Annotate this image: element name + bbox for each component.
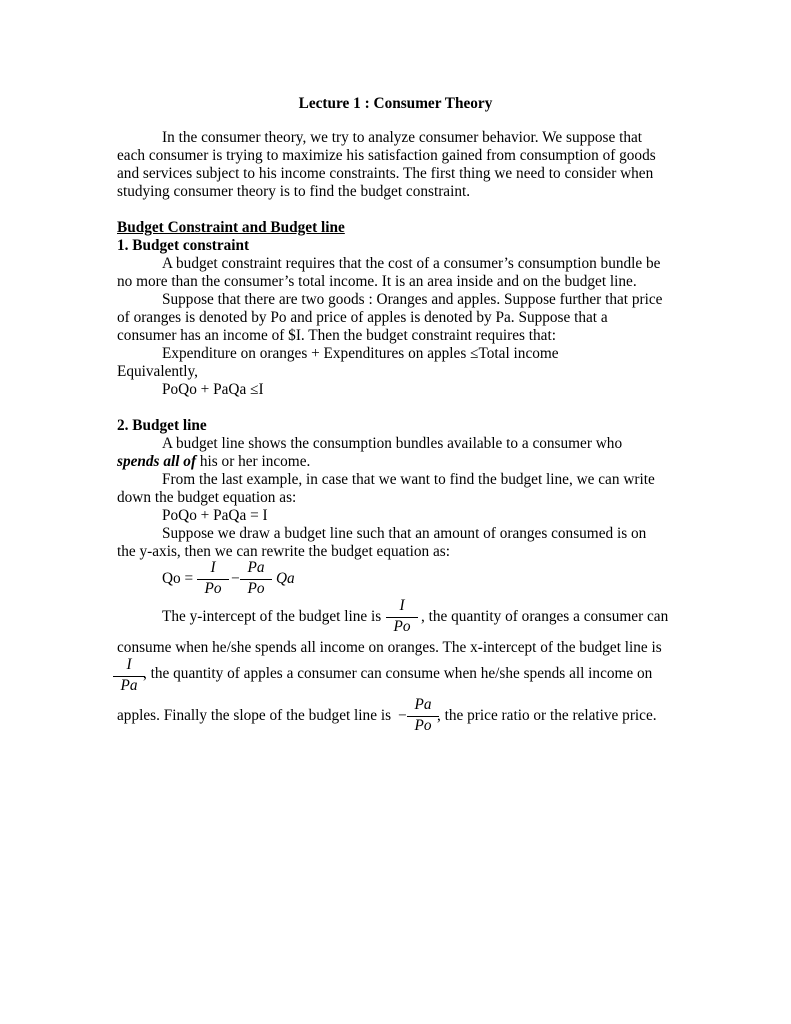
paragraph-line: From the last example, in case that we want to find the budget line, we can write — [162, 471, 655, 488]
fraction-numerator: I — [399, 597, 405, 614]
paragraph-line: A budget constraint requires that the cost of a consumer’s consumption bundle be — [162, 255, 661, 272]
fraction-numerator: I — [210, 559, 216, 576]
fraction-numerator: Pa — [414, 696, 432, 713]
paragraph-line: the y-axis, then we can rewrite the budget equation as: — [117, 543, 451, 560]
section-heading: Budget Constraint and Budget line — [117, 219, 345, 236]
y-intercept-text: The y-intercept of the budget line is — [162, 608, 382, 625]
paragraph-line: Suppose we draw a budget line such that an amount of oranges consumed is on — [162, 525, 647, 542]
minus-sign: − — [398, 707, 407, 724]
intro-line-3: and services subject to his income constraints. The first thing we need to consider when — [117, 165, 654, 182]
y-intercept-text-after: , the quantity of oranges a consumer can — [421, 608, 669, 625]
intro-line-4: studying consumer theory is to find the budget constraint. — [117, 183, 471, 200]
intro-line-2: each consumer is trying to maximize his satisfaction gained from consumption of goods — [117, 147, 656, 164]
equation-tail: Qa — [276, 570, 295, 587]
fraction-denominator: Po — [414, 717, 432, 734]
intro-line-1: In the consumer theory, we try to analyze consumer behavior. We suppose that — [162, 129, 643, 146]
fraction-numerator: I — [126, 656, 132, 673]
emphasis-text: spends all of — [117, 453, 197, 470]
subsection-1-heading: 1. Budget constraint — [117, 237, 250, 254]
budget-equation: PoQo + PaQa = I — [162, 507, 268, 524]
paragraph-line: A budget line shows the consumption bundles available to a consumer who — [162, 435, 623, 452]
slope-text-after: , the price ratio or the relative price. — [437, 707, 657, 724]
lecture-title: Lecture 1 : Consumer Theory — [298, 95, 493, 112]
paragraph-line: Suppose that there are two goods : Oranges and apples. Suppose further that price — [162, 291, 663, 308]
paragraph-text: his or her income. — [196, 453, 311, 470]
fraction-denominator: Po — [247, 580, 265, 597]
subsection-2-heading: 2. Budget line — [117, 417, 207, 434]
slope-text: apples. Finally the slope of the budget line is — [117, 707, 392, 724]
paragraph-line: consumer has an income of $I. Then the budget constraint requires that: — [117, 327, 556, 344]
fraction-denominator: Po — [393, 618, 411, 635]
paragraph-line: Equivalently, — [117, 363, 198, 380]
paragraph-line: consume when he/she spends all income on oranges. The x-intercept of the budget line is — [117, 639, 662, 656]
equation-lhs: Qo = — [162, 570, 194, 587]
fraction-denominator: Pa — [120, 677, 138, 694]
x-intercept-text-after: , the quantity of apples a consumer can consume when he/she spends all income on — [143, 665, 653, 682]
fraction-denominator: Po — [204, 580, 222, 597]
budget-inequality: PoQo + PaQa ≤I — [162, 381, 264, 398]
minus-sign: − — [231, 570, 240, 587]
paragraph-line — [117, 453, 310, 471]
expenditure-inequality: Expenditure on oranges + Expenditures on apples ≤Total income — [162, 345, 559, 362]
paragraph-line: down the budget equation as: — [117, 489, 297, 506]
paragraph-line: of oranges is denoted by Po and price of apples is denoted by Pa. Suppose that a — [117, 309, 608, 326]
fraction-numerator: Pa — [247, 559, 265, 576]
paragraph-line: no more than the consumer’s total income. It is an area inside and on the budget line. — [117, 273, 637, 290]
